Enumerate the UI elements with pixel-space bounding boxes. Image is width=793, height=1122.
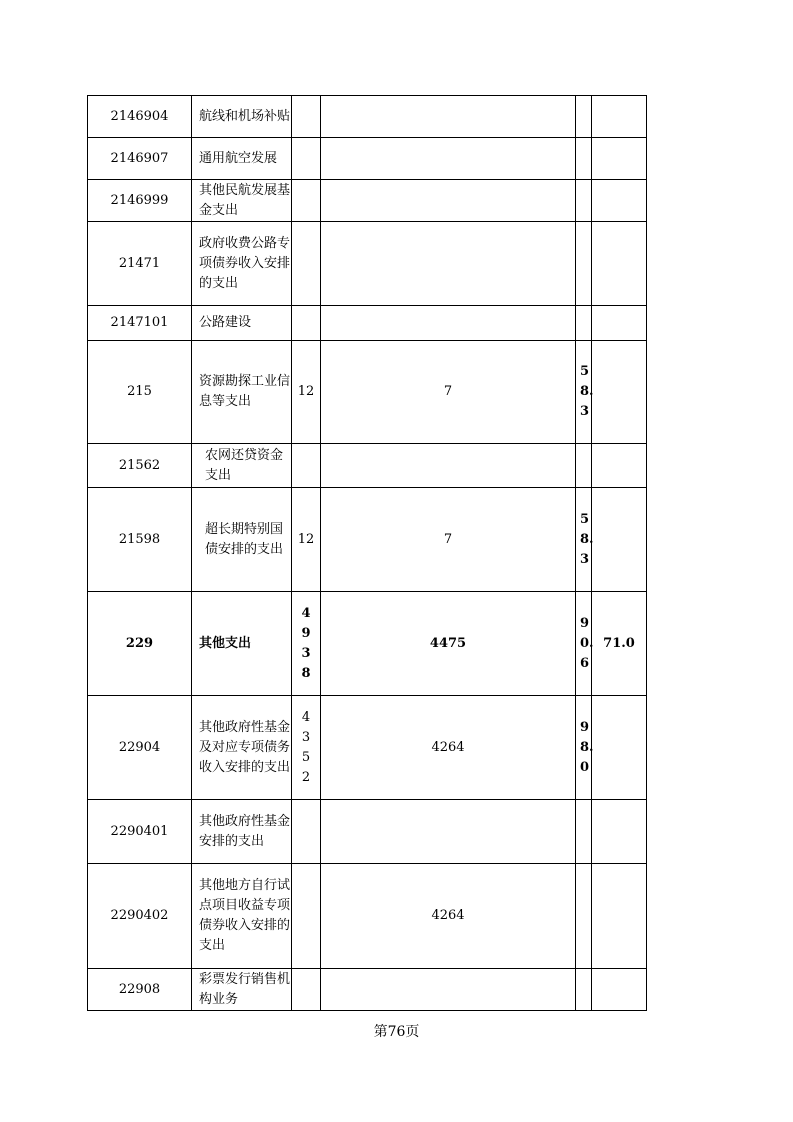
row-name: 航线和机场补贴 <box>192 96 292 138</box>
row-col6 <box>592 969 647 1011</box>
row-name: 其他民航发展基金支出 <box>192 180 292 222</box>
row-col3: 12 <box>292 488 321 592</box>
row-col4 <box>321 180 576 222</box>
row-col4 <box>321 222 576 306</box>
table-row <box>88 306 647 341</box>
table-row <box>88 96 647 138</box>
row-name: 农网还贷资金支出 <box>192 444 292 488</box>
row-col3: 12 <box>292 341 321 444</box>
row-col4: 4264 <box>321 696 576 800</box>
row-code: 229 <box>88 592 192 696</box>
row-col5 <box>576 180 592 222</box>
row-col3 <box>292 222 321 306</box>
row-col5 <box>576 969 592 1011</box>
row-col3 <box>292 180 321 222</box>
row-col4: 4475 <box>321 592 576 696</box>
table-row <box>88 969 647 1011</box>
row-code: 2290402 <box>88 864 192 969</box>
budget-table <box>87 95 647 1011</box>
row-code: 21598 <box>88 488 192 592</box>
table-row <box>88 180 647 222</box>
row-col3 <box>292 138 321 180</box>
table-row <box>88 696 647 800</box>
table-row <box>88 488 647 592</box>
row-col5: 98.0 <box>576 696 592 800</box>
row-col3 <box>292 444 321 488</box>
row-name: 其他政府性基金安排的支出 <box>192 800 292 864</box>
row-code: 22908 <box>88 969 192 1011</box>
row-col5 <box>576 306 592 341</box>
table-row <box>88 138 647 180</box>
table-row <box>88 444 647 488</box>
row-col6 <box>592 180 647 222</box>
row-col4 <box>321 306 576 341</box>
table-row <box>88 592 647 696</box>
row-code: 2290401 <box>88 800 192 864</box>
row-col5 <box>576 138 592 180</box>
row-col3 <box>292 800 321 864</box>
row-code: 2146999 <box>88 180 192 222</box>
row-col3 <box>292 864 321 969</box>
row-name: 资源勘探工业信息等支出 <box>192 341 292 444</box>
row-col4 <box>321 138 576 180</box>
row-col3 <box>292 96 321 138</box>
row-col4 <box>321 800 576 864</box>
table-row <box>88 222 647 306</box>
row-col6 <box>592 488 647 592</box>
row-col6 <box>592 222 647 306</box>
row-code: 2146907 <box>88 138 192 180</box>
row-col6 <box>592 306 647 341</box>
row-name: 其他地方自行试点项目收益专项债券收入安排的支出 <box>192 864 292 969</box>
row-code: 22904 <box>88 696 192 800</box>
row-col4 <box>321 96 576 138</box>
row-name: 政府收费公路专项债券收入安排的支出 <box>192 222 292 306</box>
row-code: 2147101 <box>88 306 192 341</box>
row-col4: 7 <box>321 488 576 592</box>
row-col4: 7 <box>321 341 576 444</box>
row-name: 超长期特别国债安排的支出 <box>192 488 292 592</box>
row-col6 <box>592 444 647 488</box>
row-name: 公路建设 <box>192 306 292 341</box>
row-code: 2146904 <box>88 96 192 138</box>
row-col3: 4938 <box>292 592 321 696</box>
row-col6 <box>592 96 647 138</box>
row-col6 <box>592 864 647 969</box>
row-col5 <box>576 222 592 306</box>
table-row <box>88 800 647 864</box>
row-name: 其他政府性基金及对应专项债务收入安排的支出 <box>192 696 292 800</box>
row-col5: 58.3 <box>576 341 592 444</box>
table-row <box>88 341 647 444</box>
row-col3 <box>292 306 321 341</box>
row-name: 彩票发行销售机构业务 <box>192 969 292 1011</box>
row-col6: 71.0 <box>592 592 647 696</box>
row-name: 其他支出 <box>192 592 292 696</box>
row-col4 <box>321 444 576 488</box>
row-code: 21471 <box>88 222 192 306</box>
row-col5: 58.3 <box>576 488 592 592</box>
table-row <box>88 864 647 969</box>
row-col6 <box>592 138 647 180</box>
row-col5: 90.6 <box>576 592 592 696</box>
row-col5 <box>576 444 592 488</box>
row-col4 <box>321 969 576 1011</box>
row-col5 <box>576 864 592 969</box>
row-name: 通用航空发展 <box>192 138 292 180</box>
row-col5 <box>576 800 592 864</box>
row-col6 <box>592 696 647 800</box>
row-col6 <box>592 341 647 444</box>
row-col4: 4264 <box>321 864 576 969</box>
row-col6 <box>592 800 647 864</box>
row-col3: 4352 <box>292 696 321 800</box>
row-col5 <box>576 96 592 138</box>
row-col3 <box>292 969 321 1011</box>
row-code: 215 <box>88 341 192 444</box>
page-number: 第76页 <box>373 1024 420 1040</box>
row-code: 21562 <box>88 444 192 488</box>
